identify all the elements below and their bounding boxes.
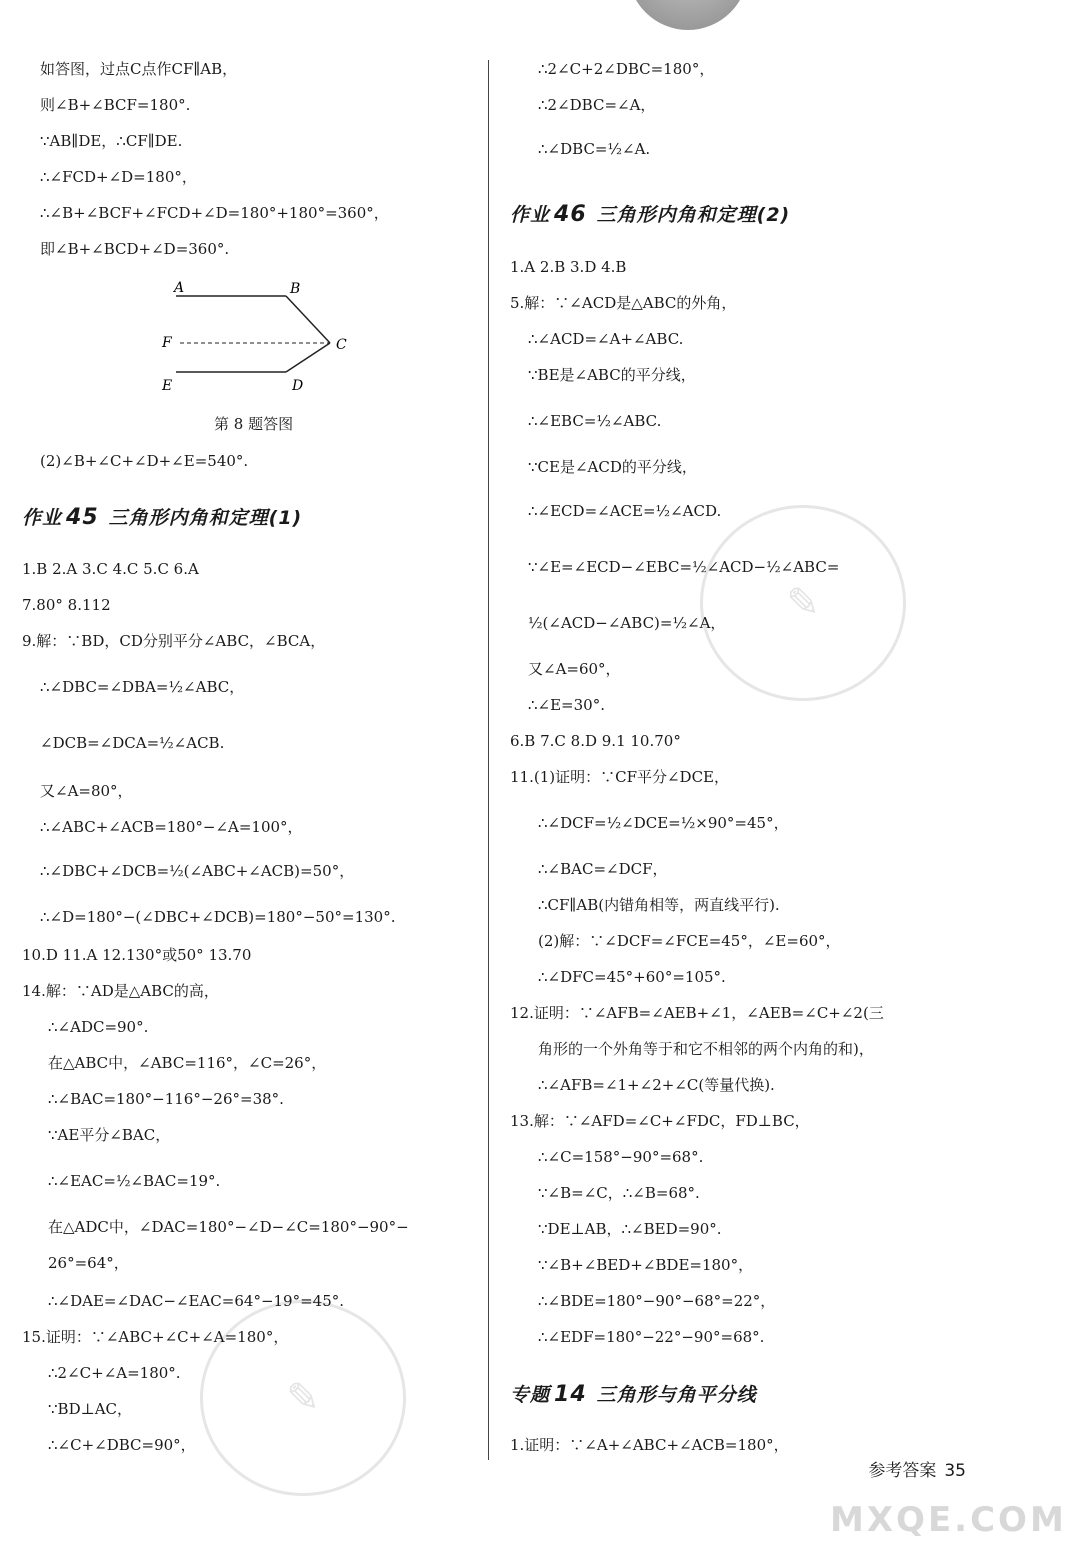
text-line: ∴∠EDF=180°−22°−90°=68°. — [538, 1328, 765, 1346]
text-line: 如答图，过点C点作CF∥AB， — [40, 60, 238, 78]
text-line: ∴∠ACD=∠A+∠ABC. — [528, 330, 684, 348]
text-line: 角形的一个外角等于和它不相邻的两个内角的和)， — [538, 1040, 874, 1058]
text-line: ∴∠DBC+∠DCB=½(∠ABC+∠ACB)=50°， — [40, 862, 355, 880]
geometry-figure — [158, 276, 368, 401]
text-line: 则∠B+∠BCF=180°. — [40, 96, 191, 114]
text-line: ∴∠DBC=½∠A. — [538, 140, 651, 158]
section-heading-46 — [510, 200, 790, 227]
text-line: ∴∠DAE=∠DAC−∠EAC=64°−19°=45°. — [48, 1292, 345, 1310]
text-line: ∴∠DBC=∠DBA=½∠ABC， — [40, 678, 245, 696]
corner-mark — [628, 0, 748, 30]
text-line: 1.证明：∵∠A+∠ABC+∠ACB=180°， — [510, 1436, 789, 1454]
text-line: ∴∠DFC=45°+60°=105°. — [538, 968, 726, 986]
heading-number: 46 — [554, 202, 587, 227]
label-e: E — [162, 378, 173, 394]
label-c: C — [336, 337, 347, 353]
text-line: ∴∠B+∠BCF+∠FCD+∠D=180°+180°=360°， — [40, 204, 389, 222]
text-line: ∴∠BAC=180°−116°−26°=38°. — [48, 1090, 284, 1108]
heading-title: 三角形与角平分线 — [596, 1384, 757, 1406]
column-divider — [488, 60, 489, 1460]
text-line: ∵DE⊥AB，∴∠BED=90°. — [538, 1220, 722, 1238]
watermark-stamp-icon: ✎ — [200, 1300, 406, 1496]
text-line: ∴CF∥AB(内错角相等，两直线平行). — [538, 896, 780, 914]
text-line: 15.证明：∵∠ABC+∠C+∠A=180°， — [22, 1328, 289, 1346]
text-line: ∴∠BDE=180°−90°−68°=22°， — [538, 1292, 776, 1310]
text-line: ∴∠BAC=∠DCF， — [538, 860, 668, 878]
text-line: ∴∠ECD=∠ACE=½∠ACD. — [528, 502, 722, 520]
text-line: 即∠B+∠BCD+∠D=360°. — [40, 240, 230, 258]
figure-caption: 第 8 题答图 — [214, 415, 294, 433]
text-line: ½(∠ACD−∠ABC)=½∠A， — [528, 614, 726, 632]
text-line: 26°=64°， — [48, 1254, 129, 1272]
text-line: (2)解：∵∠DCF=∠FCE=45°，∠E=60°， — [538, 932, 841, 950]
text-line: ∵AE平分∠BAC， — [48, 1126, 171, 1144]
text-line: 6.B 7.C 8.D 9.1 10.70° — [510, 732, 681, 750]
text-line: ∴∠E=30°. — [528, 696, 605, 714]
text-line: ∴∠C+∠DBC=90°， — [48, 1436, 196, 1454]
text-line: 1.A 2.B 3.D 4.B — [510, 258, 627, 276]
label-f: F — [162, 335, 172, 351]
label-a: A — [174, 280, 185, 296]
text-line: ∴∠FCD+∠D=180°， — [40, 168, 197, 186]
text-line: 10.D 11.A 12.130°或50° 13.70 — [22, 946, 252, 964]
text-line: 9.解：∵BD，CD分别平分∠ABC，∠BCA， — [22, 632, 326, 650]
text-line: 13.解：∵∠AFD=∠C+∠FDC，FD⊥BC， — [510, 1112, 810, 1130]
text-line: 11.(1)证明：∵CF平分∠DCE， — [510, 768, 730, 786]
text-line: 又∠A=80°， — [40, 782, 133, 800]
text-line: 14.解：∵AD是△ABC的高， — [22, 982, 219, 1000]
page-number: 35 — [944, 1461, 966, 1481]
section-heading-45 — [22, 503, 302, 530]
text-line: ∴2∠C+∠A=180°. — [48, 1364, 181, 1382]
text-line: ∴∠EBC=½∠ABC. — [528, 412, 662, 430]
text-line: ∵CE是∠ACD的平分线， — [528, 458, 697, 476]
heading-title: 三角形内角和定理(1) — [108, 507, 303, 529]
page-footer — [868, 1456, 966, 1481]
heading-prefix: 作业 — [22, 507, 63, 529]
text-line: ∵BE是∠ABC的平分线， — [528, 366, 696, 384]
section-heading-14 — [510, 1380, 757, 1407]
footer-label: 参考答案 — [868, 1461, 937, 1481]
text-line: ∵∠B+∠BED+∠BDE=180°， — [538, 1256, 754, 1274]
text-line: ∴∠ABC+∠ACB=180°−∠A=100°， — [40, 818, 303, 836]
heading-number: 14 — [554, 1382, 587, 1407]
line-cd — [286, 343, 330, 372]
text-line: (2)∠B+∠C+∠D+∠E=540°. — [40, 452, 249, 470]
text-line: 又∠A=60°， — [528, 660, 621, 678]
text-line: ∴∠DCF=½∠DCE=½×90°=45°， — [538, 814, 789, 832]
text-line: 在△ABC中，∠ABC=116°，∠C=26°， — [48, 1054, 327, 1072]
text-line: ∴∠ADC=90°. — [48, 1018, 149, 1036]
text-line: ∴∠C=158°−90°=68°. — [538, 1148, 704, 1166]
text-line: ∴∠AFB=∠1+∠2+∠C(等量代换). — [538, 1076, 775, 1094]
text-line: ∴2∠DBC=∠A， — [538, 96, 656, 114]
line-bc — [286, 296, 330, 343]
text-line: 7.80° 8.112 — [22, 596, 111, 614]
text-line: ∵BD⊥AC， — [48, 1400, 133, 1418]
text-line: 1.B 2.A 3.C 4.C 5.C 6.A — [22, 560, 199, 578]
label-d: D — [292, 378, 304, 394]
label-b: B — [290, 281, 301, 297]
text-line: 在△ADC中，∠DAC=180°−∠D−∠C=180°−90°− — [48, 1218, 409, 1236]
text-line: 12.证明：∵∠AFB=∠AEB+∠1，∠AEB=∠C+∠2(三 — [510, 1004, 884, 1022]
heading-prefix: 专题 — [510, 1384, 551, 1406]
text-line: ∠DCB=∠DCA=½∠ACB. — [40, 734, 225, 752]
text-line: ∴2∠C+2∠DBC=180°， — [538, 60, 715, 78]
text-line: ∵∠E=∠ECD−∠EBC=½∠ACD−½∠ABC= — [528, 558, 840, 576]
text-line: ∵∠B=∠C，∴∠B=68°. — [538, 1184, 700, 1202]
text-line: ∴∠D=180°−(∠DBC+∠DCB)=180°−50°=130°. — [40, 908, 396, 926]
text-line: 5.解：∵∠ACD是△ABC的外角， — [510, 294, 737, 312]
heading-title: 三角形内角和定理(2) — [596, 204, 791, 226]
watermark-site: MXQE.COM — [830, 1500, 1067, 1540]
heading-number: 45 — [66, 505, 99, 530]
text-line: ∴∠EAC=½∠BAC=19°. — [48, 1172, 221, 1190]
text-line: ∵AB∥DE，∴CF∥DE. — [40, 132, 183, 150]
watermark-stamp-icon: ✎ — [700, 505, 906, 701]
heading-prefix: 作业 — [510, 204, 551, 226]
